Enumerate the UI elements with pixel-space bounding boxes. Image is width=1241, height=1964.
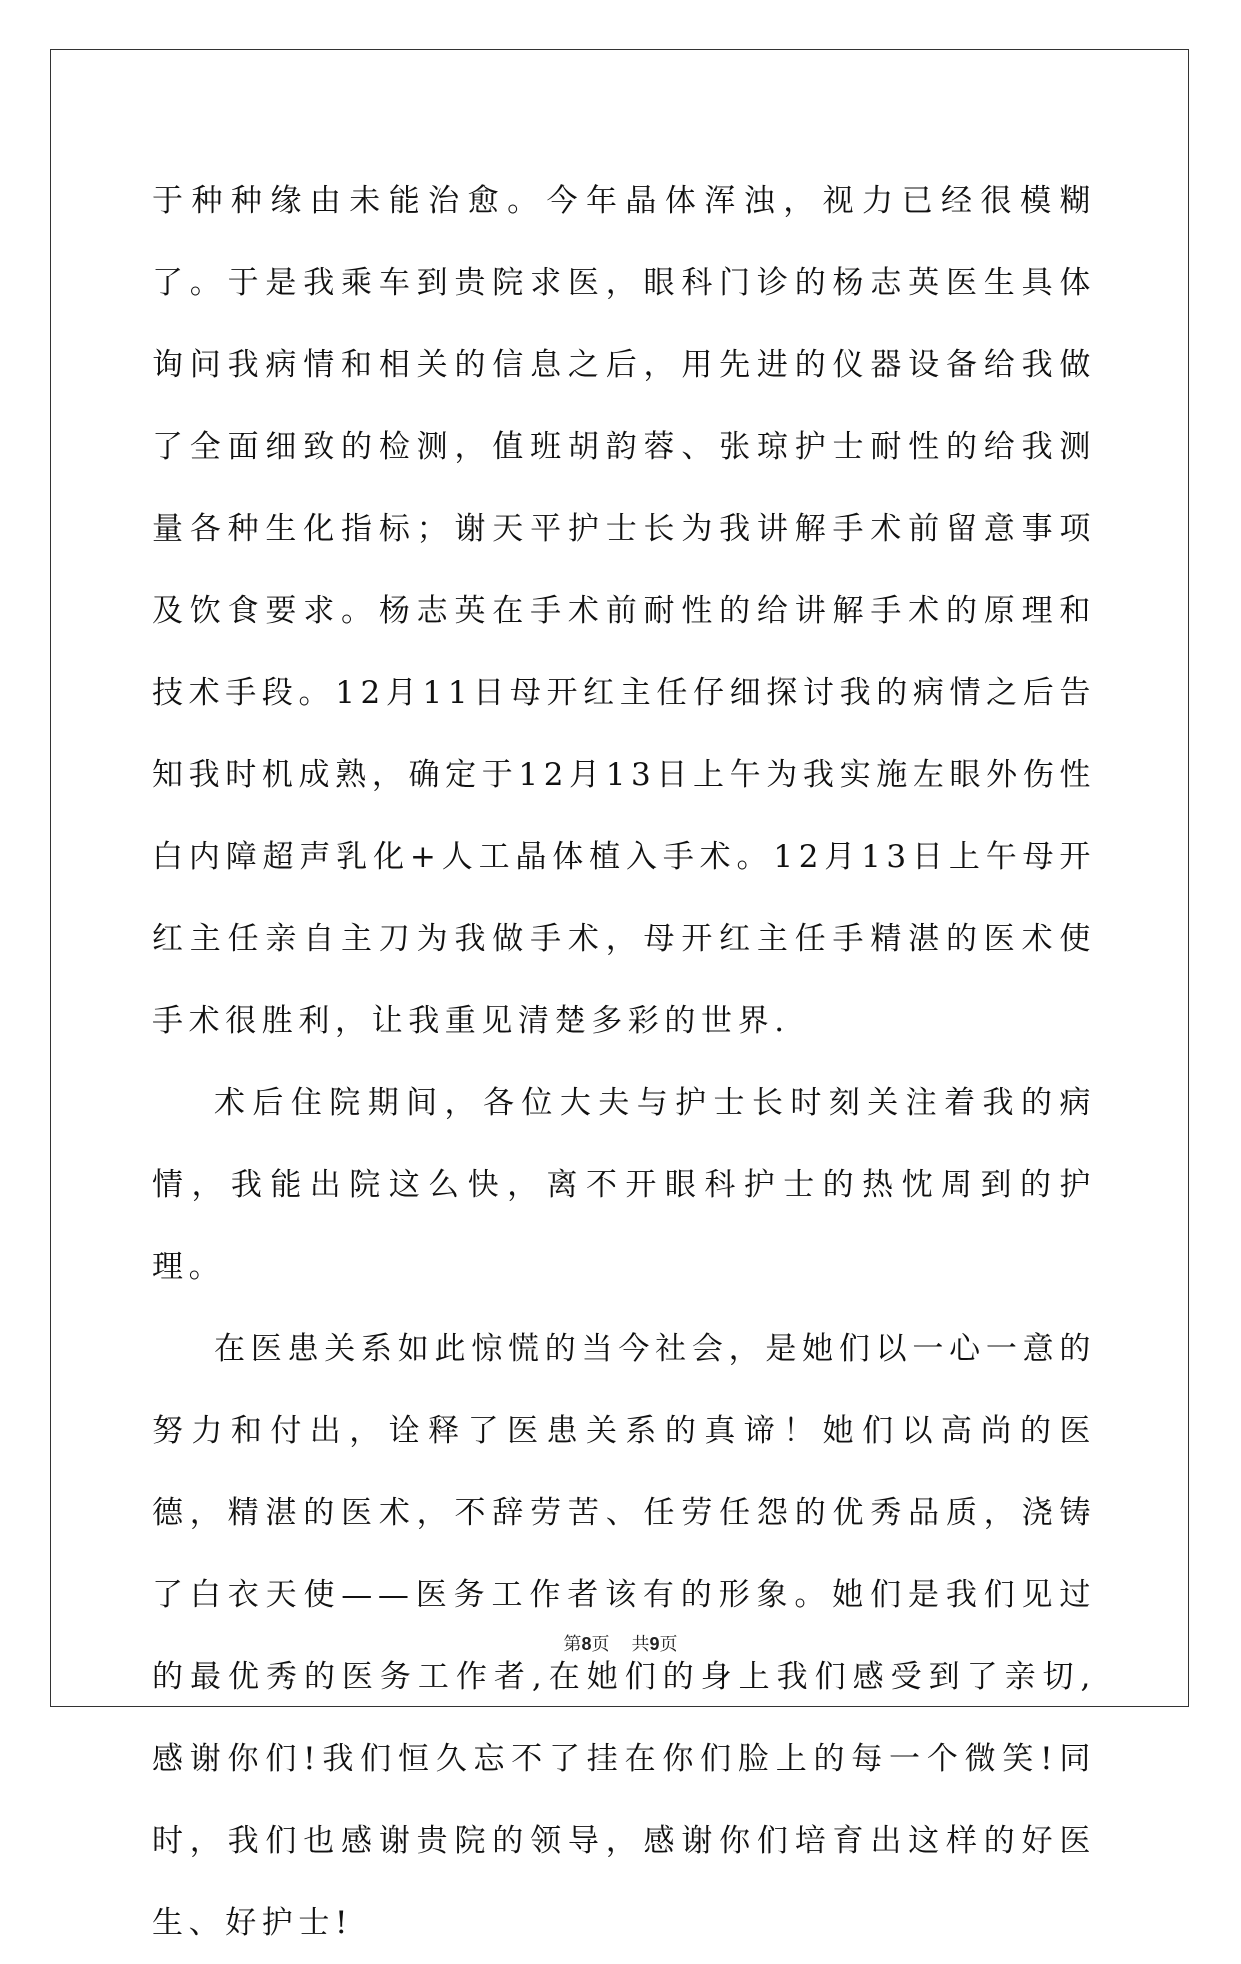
paragraph-1: 于种种缘由未能治愈。今年晶体浑浊，视力已经很模糊了。于是我乘车到贵院求医，眼科门诊的杨志英医生具体询问我病情和相关的信息之后，用先进的仪器设备给我做了全面细致的检测，值班胡韵蓉、张琼护士耐性的给我测量各种生化指标；谢天平护士长为我讲解手术前留意事项及饮食要求。杨志英在手术前耐性的给讲解手术的原理和技术手段。12月11日母开红主任仔细探讨我的病情之后告知我时机成熟，确定于12月13日上午为我实施左眼外伤性白内障超声乳化+人工晶体植入手术。12月13日上午母开红主任亲自主刀为我做手术，母开红主任手精湛的医术使手术很胜利，让我重见清楚多彩的世界. [152, 183, 1096, 1039]
paragraph-3: 在医患关系如此惊慌的当今社会，是她们以一心一意的努力和付出，诠释了医患关系的真谛！她们以高尚的医德，精湛的医术，不辞劳苦、任劳任怨的优秀品质，浇铸了白衣天使——医务工作者该有的形象。她们是我们见过的最优秀的医务工作者,在她们的身上我们感受到了亲切,感谢你们!我们恒久忘不了挂在你们脸上的每一个微笑!同时，我们也感谢贵院的领导，感谢你们培育出这样的好医生、好护士! [152, 1331, 1096, 1941]
current-page-number: 8 [581, 1634, 592, 1654]
total-suffix: 页 [659, 1634, 678, 1655]
document-body [152, 160, 1096, 1964]
page-footer [0, 1632, 1241, 1657]
page-suffix: 页 [591, 1634, 610, 1655]
paragraph-2: 术后住院期间，各位大夫与护士长时刻关注着我的病情，我能出院这么快，离不开眼科护士的热忱周到的护理。 [152, 1085, 1096, 1285]
page-prefix: 第 [563, 1634, 582, 1655]
total-page-count: 9 [649, 1634, 660, 1654]
total-prefix: 共 [631, 1634, 650, 1655]
